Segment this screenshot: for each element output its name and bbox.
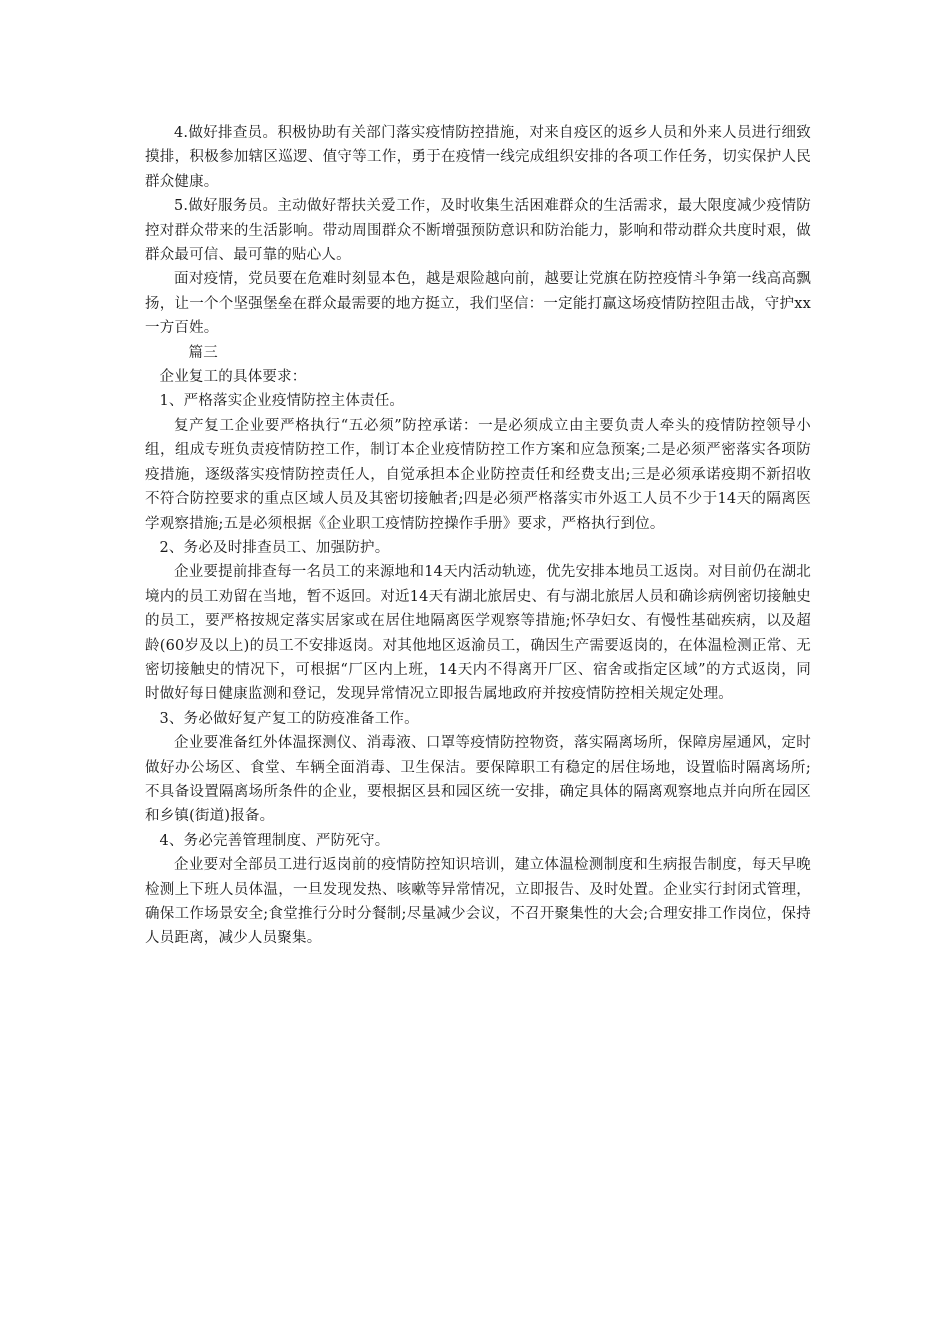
paragraph-body-1: 复产复工企业要严格执行“五必须”防控承诺：一是必须成立由主要负责人牵头的疫情防控领导小组，组成专班负责疫情防控工作，制订本企业疫情防控工作方案和应急预案;二是必须严密落实各项防疫措施，逐级落实疫情防控责任人，自觉承担本企业防控责任和经费支出;三是必须承诺疫期不新招收不符合防控要求的重点区域人员及其密切接触者;四是必须严格落实市外返工人员不少于14天的隔离医学观察措施;五是必须根据《企业职工疫情防控操作手册》要求，严格执行到位。	[145, 417, 811, 532]
document-body	[145, 121, 811, 951]
section-title: 篇三	[188, 344, 218, 361]
heading-3: 3、务必做好复产复工的防疫准备工作。	[159, 710, 419, 727]
paragraph-body-4: 企业要对全部员工进行返岗前的疫情防控知识培训，建立体温检测制度和生病报告制度，每天早晚检测上下班人员体温，一旦发现发热、咳嗽等异常情况，立即报告、及时处置。企业实行封闭式管理，确保工作场景安全;食堂推行分时分餐制;尽量减少会议，不召开聚集性的大会;合理安排工作岗位，保持人员距离，减少人员聚集。	[145, 857, 811, 947]
paragraph-body-2: 企业要提前排查每一名员工的来源地和14天内活动轨迹，优先安排本地员工返岗。对目前仍在湖北境内的员工劝留在当地，暂不返回。对近14天有湖北旅居史、有与湖北旅居人员和确诊病例密切接触史的员工，要严格按规定落实居家或在居住地隔离医学观察等措施;怀孕妇女、有慢性基础疾病，以及超龄(60岁及以上)的员工不安排返岗。对其他地区返渝员工，确因生产需要返岗的，在体温检测正常、无密切接触史的情况下，可根据“厂区内上班，14天内不得离开厂区、宿舍或指定区域”的方式返岗，同时做好每日健康监测和登记，发现异常情况立即报告属地政府并按疫情防控相关规定处理。	[145, 564, 811, 703]
paragraph-conclusion: 面对疫情，党员要在危难时刻显本色，越是艰险越向前，越要让党旗在防控疫情斗争第一线高高飘扬，让一个个坚强堡垒在群众最需要的地方挺立，我们坚信：一定能打赢这场疫情防控阻击战，守护xx一方百姓。	[145, 271, 811, 337]
paragraph-item-5: 5.做好服务员。主动做好帮扶关爱工作，及时收集生活困难群众的生活需求，最大限度减少疫情防控对群众带来的生活影响。带动周围群众不断增强预防意识和防治能力，影响和带动群众共度时艰，做群众最可信、最可靠的贴心人。	[145, 198, 811, 264]
section-intro: 企业复工的具体要求：	[159, 369, 307, 386]
heading-2: 2、务必及时排查员工、加强防护。	[159, 539, 390, 556]
heading-1: 1、严格落实企业疫情防控主体责任。	[159, 393, 405, 410]
heading-4: 4、务必完善管理制度、严防死守。	[159, 832, 390, 849]
paragraph-body-3: 企业要准备红外体温探测仪、消毒液、口罩等疫情防控物资，落实隔离场所，保障房屋通风，定时做好办公场区、食堂、车辆全面消毒、卫生保洁。要保障职工有稳定的居住场地，设置临时隔离场所;不具备设置隔离场所条件的企业，要根据区县和园区统一安排，确定具体的隔离观察地点并向所在园区和乡镇(街道)报备。	[145, 735, 811, 825]
paragraph-item-4: 4.做好排查员。积极协助有关部门落实疫情防控措施，对来自疫区的返乡人员和外来人员进行细致摸排，积极参加辖区巡逻、值守等工作，勇于在疫情一线完成组织安排的各项工作任务，切实保护人民群众健康。	[145, 125, 811, 190]
